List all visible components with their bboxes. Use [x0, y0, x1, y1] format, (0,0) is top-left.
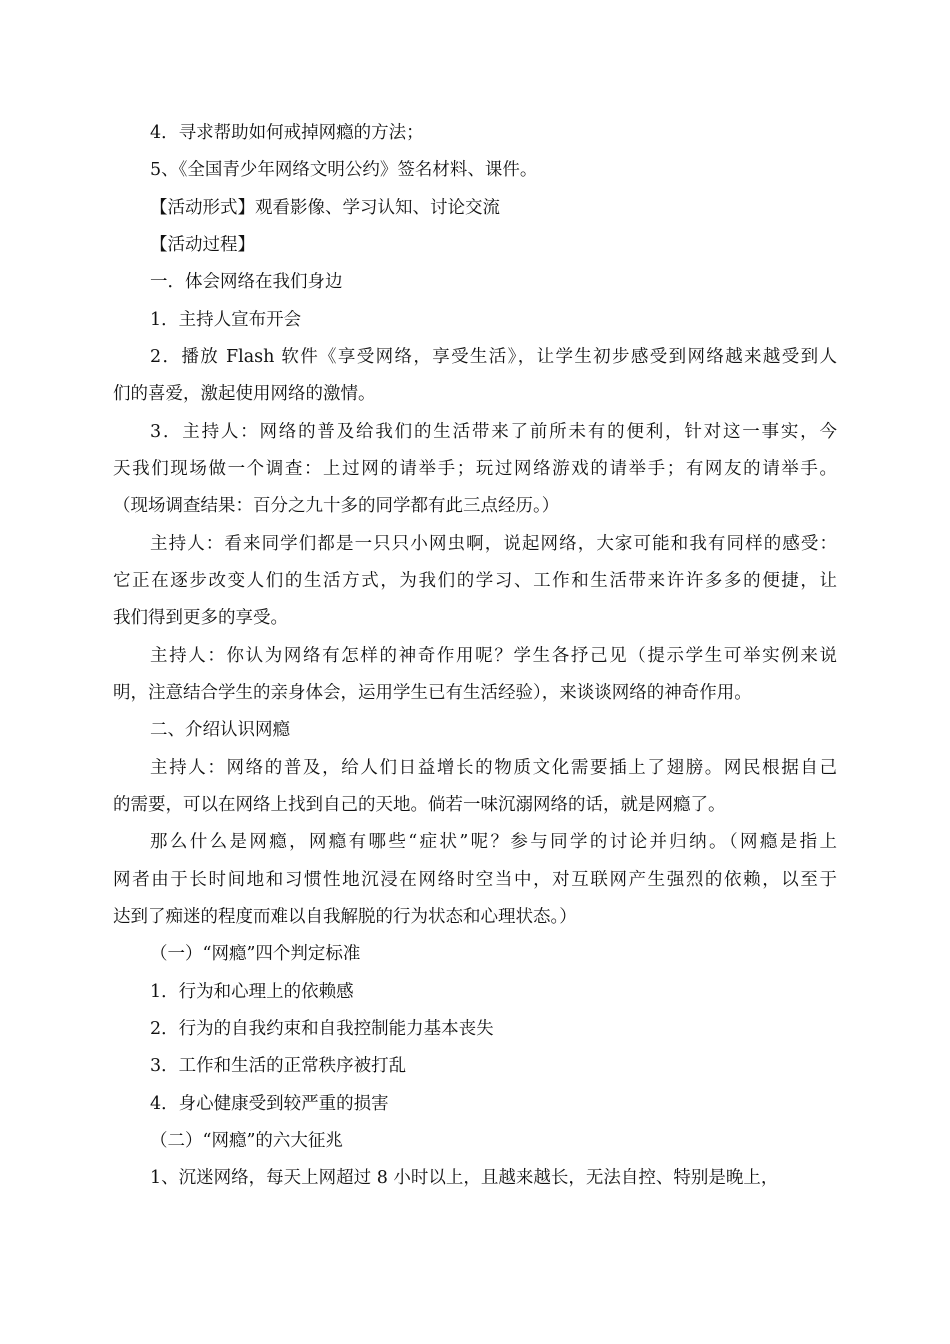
paragraph-line: （现场调查结果：百分之九十多的同学都有此三点经历。）	[113, 496, 560, 516]
paragraph-line: 主持人：网络的普及，给人们日益增长的物质文化需要插上了翅膀。网民根据自己	[150, 758, 837, 778]
paragraph-line: 达到了痴迷的程度而难以自我解脱的行为状态和心理状态。）	[113, 907, 577, 927]
list-item: 1．行为和心理上的依赖感	[150, 982, 354, 1002]
list-item-5: 5、《全国青少年网络文明公约》签名材料、课件。	[150, 160, 538, 180]
paragraph-line: 们的喜爱，激起使用网络的激情。	[113, 384, 376, 404]
list-item: 2．行为的自我约束和自我控制能力基本丧失	[150, 1019, 494, 1039]
paragraph-line: 2．播放 Flash 软件《享受网络，享受生活》，让学生初步感受到网络越来越受到人	[150, 347, 837, 367]
section-heading-1: 一．体会网络在我们身边	[150, 272, 343, 292]
paragraph-line: 主持人：你认为网络有怎样的神奇作用呢？学生各抒己见（提示学生可举实例来说	[150, 646, 837, 666]
subsection-heading-1: （一）“网瘾”四个判定标准	[150, 944, 361, 964]
activity-format-heading: 【活动形式】观看影像、学习认知、讨论交流	[150, 198, 500, 218]
section-heading-2: 二、介绍认识网瘾	[150, 720, 290, 740]
paragraph-line: 它正在逐步改变人们的生活方式，为我们的学习、工作和生活带来许许多多的便捷，让	[113, 571, 837, 591]
paragraph-line: 1、沉迷网络，每天上网超过 8 小时以上，且越来越长，无法自控、特别是晚上，	[150, 1168, 779, 1188]
paragraph-line: 3．主持人：网络的普及给我们的生活带来了前所未有的便利，针对这一事实，今	[150, 422, 837, 442]
paragraph-line: 明，注意结合学生的亲身体会，运用学生已有生活经验），来谈谈网络的神奇作用。	[113, 683, 752, 703]
paragraph-line: 我们得到更多的享受。	[113, 608, 288, 628]
activity-process-heading: 【活动过程】	[150, 235, 255, 255]
subsection-heading-2: （二）“网瘾”的六大征兆	[150, 1131, 343, 1151]
paragraph-line: 那么什么是网瘾，网瘾有哪些“症状”呢？参与同学的讨论并归纳。（网瘾是指上	[150, 832, 837, 852]
paragraph-line: 网者由于长时间地和习惯性地沉浸在网络时空当中，对互联网产生强烈的依赖，以至于	[113, 870, 837, 890]
paragraph-line: 天我们现场做一个调查：上过网的请举手；玩过网络游戏的请举手；有网友的请举手。	[113, 459, 837, 479]
list-item-4: 4．寻求帮助如何戒掉网瘾的方法；	[150, 123, 424, 143]
step-1: 1．主持人宣布开会	[150, 310, 302, 330]
list-item: 4．身心健康受到较严重的损害	[150, 1094, 389, 1114]
paragraph-line: 的需要，可以在网络上找到自己的天地。倘若一味沉溺网络的话，就是网瘾了。	[113, 795, 726, 815]
paragraph-line: 主持人：看来同学们都是一只只小网虫啊，说起网络，大家可能和我有同样的感受：	[150, 534, 837, 554]
list-item: 3．工作和生活的正常秩序被打乱	[150, 1056, 407, 1076]
